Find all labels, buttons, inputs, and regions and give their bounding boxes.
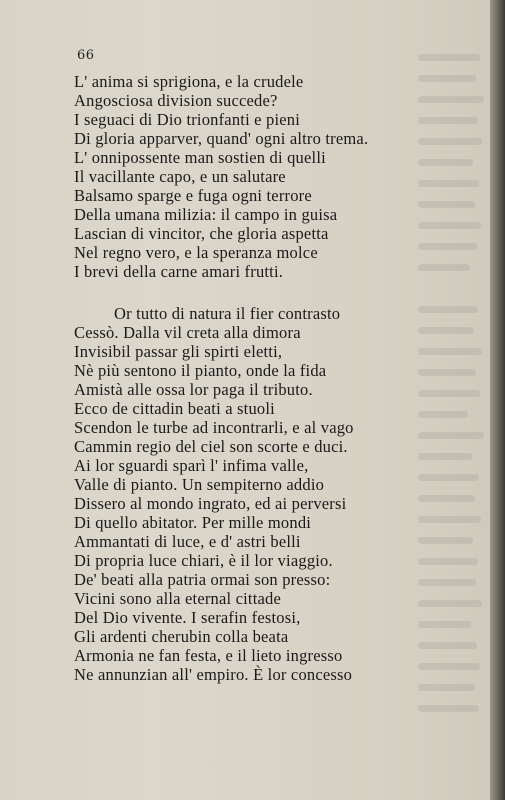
verse-line: Vicini sono alla eternal cittade [74,589,281,608]
verse-line: Ne annunzian all' empiro. È lor concesso [74,665,353,684]
show-through-line [418,264,470,271]
show-through-line [418,222,481,229]
page-edge-shadow [490,0,505,800]
show-through-line [418,138,482,145]
show-through-line [418,474,479,481]
verse-line: Lascian di vincitor, che gloria aspetta [74,224,329,243]
show-through-line [418,96,484,103]
show-through-line [418,453,472,460]
show-through-line [418,516,481,523]
verse-line: I seguaci di Dio trionfanti e pieni [74,110,301,129]
verse-line: Di gloria apparver, quand' ogni altro trema. [74,129,369,148]
verse-line: Della umana milizia: il campo in guisa [74,205,338,224]
stanza-1 [74,72,368,281]
show-through-line [418,432,484,439]
show-through-line [418,159,473,166]
verse-line: Scendon le turbe ad incontrarli, e al vago [74,418,354,437]
show-through-line [418,75,476,82]
show-through-line [418,705,479,712]
verse-line-indented: Or tutto di natura il fier contrasto [114,304,341,323]
show-through-line [418,201,475,208]
show-through-line [418,369,476,376]
verse-line: Ecco de cittadin beati a stuoli [74,399,275,418]
show-through-line [418,579,476,586]
verse-line: Valle di pianto. Un sempiterno addio [74,475,325,494]
verse-line: Dissero al mondo ingrato, ed ai perversi [74,494,347,513]
verse-line: Di quello abitator. Per mille mondi [74,513,312,532]
show-through-line [418,180,479,187]
show-through-line [418,642,477,649]
verse-line: Angosciosa division succede? [74,91,278,110]
verse-line: I brevi della carne amari frutti. [74,262,284,281]
verse-line: Nel regno vero, e la speranza molce [74,243,318,262]
verse-line: L' onnipossente man sostien di quelli [74,148,326,167]
verse-line: L' anima si sprigiona, e la crudele [74,72,304,91]
show-through-line [418,54,480,61]
show-through-line [418,243,477,250]
show-through-line [418,306,478,313]
verse-line: Di propria luce chiari, è il lor viaggio. [74,551,333,570]
show-through-line [418,663,480,670]
verse-line: Nè più sentono il pianto, onde la fida [74,361,327,380]
page-number: 66 [77,48,95,63]
verse-line: Invisibil passar gli spirti eletti, [74,342,283,361]
show-through-line [418,600,482,607]
show-through-line [418,558,478,565]
show-through-line [418,495,475,502]
show-through-text [412,44,490,744]
show-through-line [418,411,468,418]
verse-line: Cammin regio del ciel son scorte e duci. [74,437,348,456]
show-through-line [418,537,473,544]
verse-line: Il vacillante capo, e un salutare [74,167,286,186]
verse-line: De' beati alla patria ormai son presso: [74,570,331,589]
show-through-line [418,390,480,397]
verse-line: Ai lor sguardi sparì l' infima valle, [74,456,309,475]
verse-line: Armonia ne fan festa, e il lieto ingresso [74,646,343,665]
show-through-line [418,117,478,124]
verse-line: Ammantati di luce, e d' astri belli [74,532,301,551]
verse-line: Cessò. Dalla vil creta alla dimora [74,323,301,342]
show-through-line [418,327,474,334]
verse-line: Del Dio vivente. I serafin festosi, [74,608,301,627]
show-through-line [418,621,471,628]
stanza-2 [74,304,354,684]
show-through-line [418,684,475,691]
verse-line: Balsamo sparge e fuga ogni terrore [74,186,312,205]
show-through-line [418,348,482,355]
verse-line: Amistà alle ossa lor paga il tributo. [74,380,313,399]
verse-line: Gli ardenti cherubin colla beata [74,627,289,646]
